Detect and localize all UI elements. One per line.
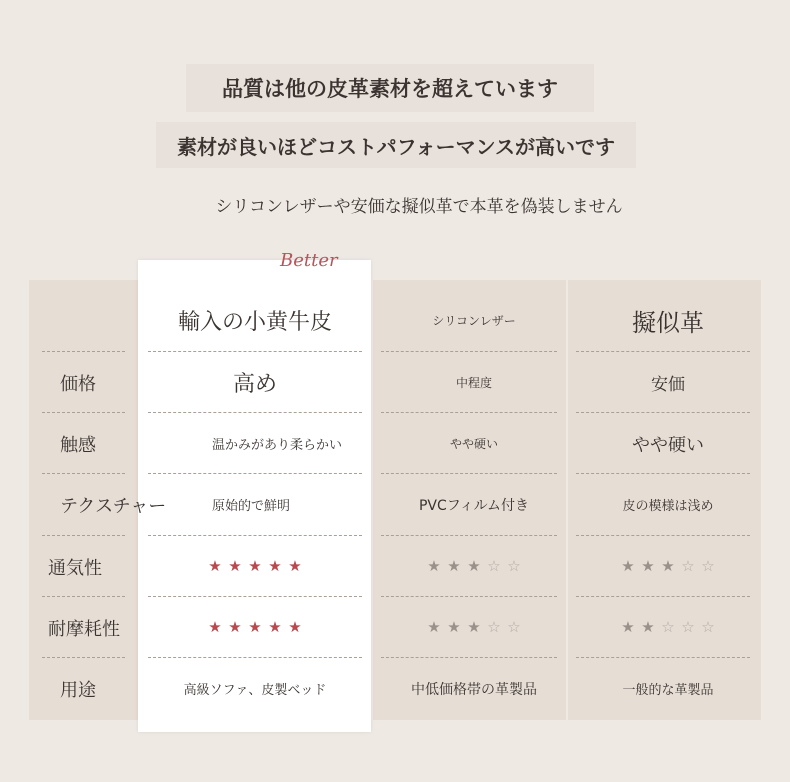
star-filled-icon: ★	[288, 557, 302, 575]
star-filled-icon: ★	[447, 618, 461, 636]
star-rating	[426, 559, 523, 574]
star-empty-icon: ☆	[681, 557, 695, 575]
star-filled-icon: ★	[427, 618, 441, 636]
star-filled-icon: ★	[621, 557, 635, 575]
table-cell: 高め	[232, 372, 277, 397]
star-filled-icon: ★	[621, 618, 635, 636]
star-empty-icon: ☆	[507, 618, 521, 636]
star-filled-icon: ★	[467, 618, 481, 636]
star-rating	[620, 620, 717, 635]
star-filled-icon: ★	[447, 557, 461, 575]
column-header: 擬似革	[632, 309, 704, 337]
star-filled-icon: ★	[641, 618, 655, 636]
star-filled-icon: ★	[228, 557, 242, 575]
star-filled-icon: ★	[248, 618, 262, 636]
row-label: 通気性	[48, 557, 102, 579]
table-cell: 一般的な革製品	[622, 683, 714, 698]
table-cell: 温かみがあり柔らかい	[212, 438, 343, 453]
table-cell: やや硬い	[632, 434, 704, 456]
star-filled-icon: ★	[248, 557, 262, 575]
headline-tagline: シリコンレザーや安価な擬似革で本革を偽装しません	[215, 197, 623, 217]
row-label: 価格	[60, 373, 96, 395]
row-label: テクスチャー	[60, 495, 167, 517]
table-cell: 高級ソファ、皮製ベッド	[183, 683, 327, 698]
row-divider	[576, 535, 750, 536]
table-cell: 中程度	[455, 376, 492, 390]
row-label: 触感	[60, 434, 96, 456]
table-cell: やや硬い	[449, 437, 498, 451]
row-divider	[148, 596, 362, 597]
star-filled-icon: ★	[641, 557, 655, 575]
column-header: シリコンレザー	[432, 314, 516, 328]
star-rating	[620, 559, 717, 574]
star-empty-icon: ☆	[701, 618, 715, 636]
star-empty-icon: ☆	[487, 557, 501, 575]
better-badge: Better	[280, 250, 338, 271]
row-divider	[381, 535, 557, 536]
table-cell: PVCフィルム付き	[418, 497, 530, 514]
star-filled-icon: ★	[467, 557, 481, 575]
star-rating	[426, 620, 523, 635]
column-header: 輸入の小黄牛皮	[177, 310, 332, 335]
row-divider	[381, 596, 557, 597]
row-divider	[576, 596, 750, 597]
star-empty-icon: ☆	[661, 618, 675, 636]
star-filled-icon: ★	[208, 618, 222, 636]
star-filled-icon: ★	[288, 618, 302, 636]
star-empty-icon: ☆	[487, 618, 501, 636]
star-filled-icon: ★	[208, 557, 222, 575]
star-rating	[207, 559, 304, 574]
row-label: 耐摩耗性	[48, 618, 120, 640]
table-cell: 皮の模様は浅め	[622, 499, 714, 514]
star-filled-icon: ★	[268, 618, 282, 636]
row-label: 用途	[60, 679, 96, 701]
row-divider	[148, 535, 362, 536]
star-empty-icon: ☆	[701, 557, 715, 575]
table-cell: 安価	[651, 375, 685, 395]
star-empty-icon: ☆	[507, 557, 521, 575]
star-filled-icon: ★	[228, 618, 242, 636]
table-cell: 中低価格帯の革製品	[411, 681, 537, 698]
star-filled-icon: ★	[268, 557, 282, 575]
star-rating	[207, 620, 304, 635]
star-filled-icon: ★	[661, 557, 675, 575]
table-cell: 原始的で鮮明	[212, 499, 291, 514]
headline-secondary: 素材が良いほどコストパフォーマンスが高いです	[156, 122, 636, 168]
star-empty-icon: ☆	[681, 618, 695, 636]
star-filled-icon: ★	[427, 557, 441, 575]
headline-primary: 品質は他の皮革素材を超えています	[186, 64, 594, 112]
